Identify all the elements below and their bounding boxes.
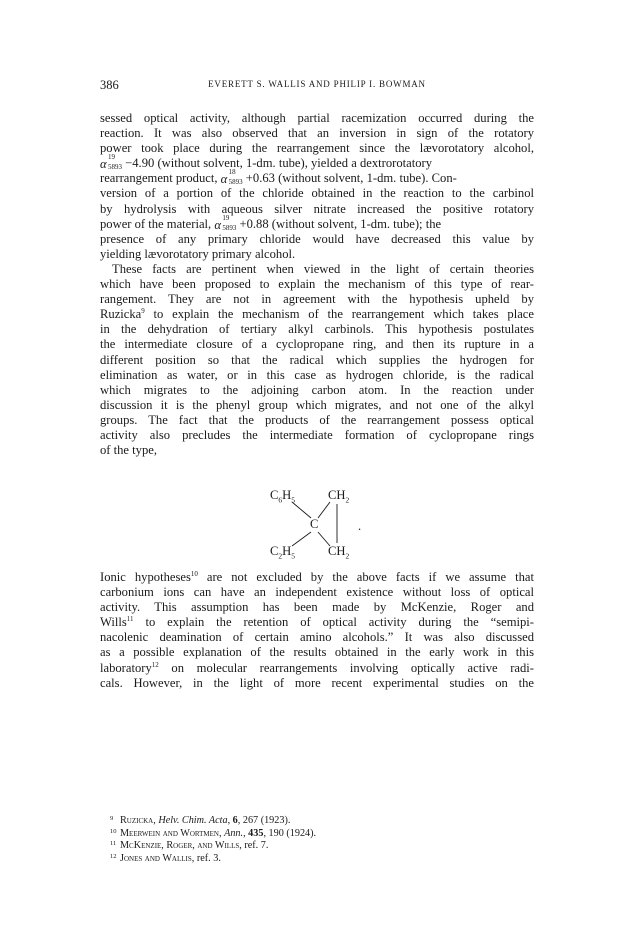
text-line: the intermediate closure of a cyclopropane ring, and then its rupture in a: [100, 337, 534, 352]
text-line: sessed optical activity, although partial racemization occurred during the: [100, 111, 534, 125]
footnote-12: 12 Jones and Wallis, ref. 3.: [110, 852, 221, 864]
footnote-ref: 9: [141, 307, 145, 316]
trailing-punctuation: .: [358, 519, 362, 533]
text-line: which migrates to the adjoining carbon atom. In the reaction under: [100, 382, 534, 397]
specific-rotation: α 18 5893: [220, 168, 243, 187]
ethyl-group: $C_2H_5$: [270, 544, 296, 561]
text-line: presence of any primary chloride would have decreased this value by: [100, 231, 534, 246]
text-line: by hydrolysis with aqueous silver nitrate increased the positive rotatory: [100, 201, 534, 216]
text-line: as a possible explanation of the results obtained in the early work in this: [100, 645, 534, 660]
text-line: laboratory$^{12}$ on molecular rearrangements involving optically active radi-: [100, 660, 534, 675]
text-line: version of a portion of the chloride obtained in the reaction to the carbinol: [100, 186, 534, 201]
text-line: These facts are pertinent when viewed in the light of certain theories: [112, 262, 534, 276]
page-number: 386: [100, 78, 119, 92]
text-line: power of the material, α 19 5893 +0.88 (without solvent, 1-dm. tube); the: [100, 213, 442, 232]
text-line: power took place during the rearrangement since the lævorotatory alcohol,: [100, 141, 534, 156]
text-line: reaction. It was also observed that an inversion in sign of the rotatory: [100, 126, 534, 141]
specific-rotation: α 19 5893: [214, 213, 237, 232]
methylene-group-top: $CH_2$: [328, 488, 350, 505]
text-line: Wills$^{11}$ to explain the retention of optical activity during the “semipi-: [100, 615, 534, 630]
text-line: nacolenic deamination of certain amino alcohols.” It was also discussed: [100, 630, 534, 645]
text-line: α 19 5893 −4.90 (without solvent, 1-dm. tube), yielded a dextrorotatory: [100, 153, 432, 172]
central-carbon: C: [310, 517, 319, 531]
paragraph-3: [100, 570, 534, 691]
text-line: yielding lævorotatory primary alcohol.: [100, 246, 296, 261]
footnote-ref: 12: [151, 660, 159, 669]
footnote-ref: 10: [190, 569, 198, 578]
specific-rotation: α 19 5893: [100, 153, 122, 172]
text-line: of the type,: [100, 443, 158, 458]
footnote-10: 10 Meerwein and Wortmen, Ann., 435, 190 (1924).: [110, 827, 317, 839]
methylene-group-bottom: $CH_2$: [328, 544, 350, 561]
text-line: elimination as water, or in this case as hydrogen chloride, is the radical: [100, 367, 534, 382]
running-head: EVERETT S. WALLIS AND PHILIP I. BOWMAN: [208, 79, 426, 89]
text-line: discussion it is the phenyl group which migrates, and not one of the alkyl: [100, 397, 534, 412]
text-line: activity. This assumption has been made by McKenzie, Roger and: [100, 600, 534, 615]
text-line: carbonium ions can have an independent existence without loss of optical: [100, 585, 534, 600]
text-line: Ionic hypotheses$^{10}$ are not excluded by the above facts if we assume that: [100, 569, 534, 584]
footnotes: [110, 815, 530, 865]
page-header: [100, 78, 534, 94]
footnote-ref: 11: [126, 615, 134, 624]
text-line: which have been proposed to explain the mechanism of this type of rear-: [100, 277, 534, 292]
text-line: rangement. They are not in agreement with the hypothesis upheld by: [100, 292, 534, 307]
text-line: rearrangement product, α 18 5893 +0.63 (without solvent, 1-dm. tube). Con-: [100, 168, 457, 187]
footnote-11: 11 McKenzie, Roger, and Wills, ref. 7.: [110, 840, 269, 851]
text-line: different position so that the radical which supplies the hydrogen for: [100, 352, 534, 367]
phenyl-group: $C_6H_5$: [270, 488, 296, 505]
cyclopropane-structure: [260, 488, 380, 560]
paragraph-2: [100, 262, 534, 458]
text-line: Ruzicka$^9$ to explain the mechanism of the rearrangement which takes place: [100, 307, 534, 322]
text-line: cals. However, in the light of more recent experimental studies on the: [100, 675, 534, 690]
footnote-9: 9 Ruzicka, Helv. Chim. Acta, 6, 267 (1923).: [110, 815, 291, 826]
paragraph-1: [100, 111, 534, 262]
text-line: groups. The fact that the products of the rearrangement possess optical: [100, 412, 534, 427]
text-line: activity also precludes the intermediate formation of cyclopropane rings: [100, 428, 534, 443]
text-line: in the dehydration of tertiary alkyl carbinols. This hypothesis postulates: [100, 322, 534, 337]
